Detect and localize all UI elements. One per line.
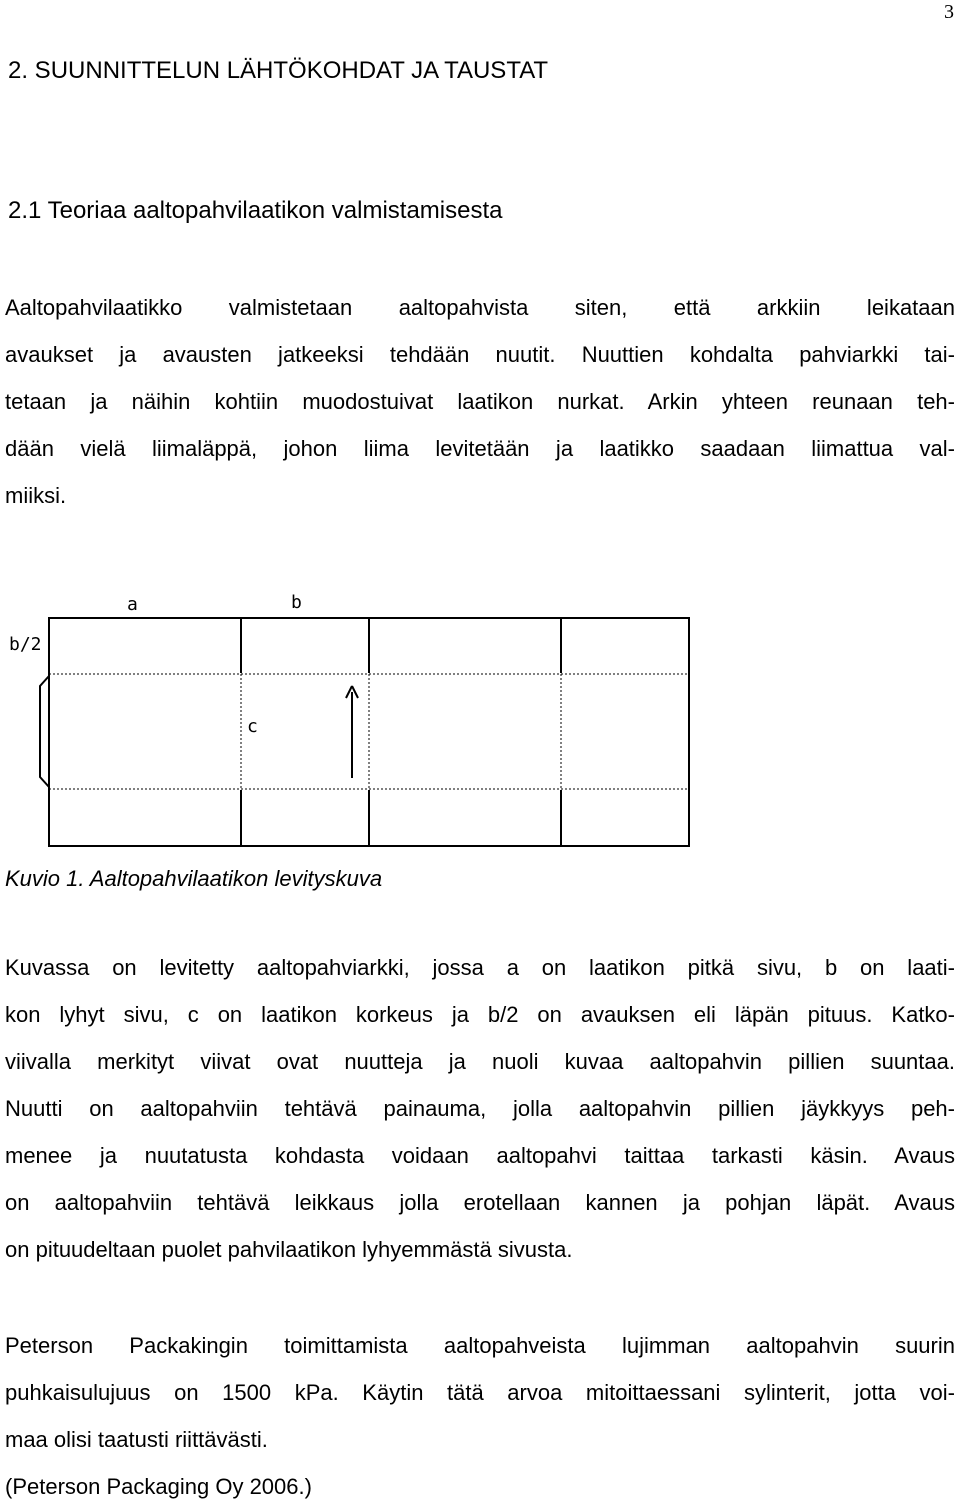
material-paragraph bbox=[5, 1322, 955, 1510]
paragraph-line: on pituudeltaan puolet pahvilaatikon lyhyemmästä sivusta. bbox=[5, 1237, 573, 1262]
label-a: a bbox=[127, 594, 138, 615]
intro-paragraph bbox=[5, 284, 955, 519]
paragraph-line: Aaltopahvilaatikko valmistetaan aaltopahvista siten, että arkkiin leikataan bbox=[5, 295, 955, 320]
flute-direction-arrow bbox=[346, 686, 358, 778]
figure-caption: Kuvio 1. Aaltopahvilaatikon levityskuva bbox=[5, 866, 383, 891]
citation: (Peterson Packaging Oy 2006.) bbox=[5, 1474, 312, 1499]
paragraph-line: menee ja nuutatusta kohdasta voidaan aaltopahvi taittaa tarkasti käsin. Avaus bbox=[5, 1143, 955, 1168]
box-layout-svg bbox=[0, 580, 700, 855]
section-heading: 2. SUUNNITTELUN LÄHTÖKOHDAT JA TAUSTAT bbox=[8, 57, 549, 84]
paragraph-line: maa olisi taatusti riittävästi. bbox=[5, 1427, 268, 1452]
paragraph-line: Nuutti on aaltopahviin tehtävä painauma, jolla aaltopahvin pillien jäykkyys peh- bbox=[5, 1096, 955, 1121]
glue-flap bbox=[40, 676, 49, 787]
paragraph-line: puhkaisulujuus on 1500 kPa. Käytin tätä arvoa mitoittaessani sylinterit, jotta voi- bbox=[5, 1380, 955, 1405]
paragraph-line: Peterson Packakingin toimittamista aaltopahveista lujimman aaltopahvin suurin bbox=[5, 1333, 955, 1358]
paragraph-line: on aaltopahviin tehtävä leikkaus jolla erotellaan kannen ja pohjan läpät. Avaus bbox=[5, 1190, 955, 1215]
box-blank-diagram bbox=[0, 580, 700, 855]
paragraph-line: miiksi. bbox=[5, 483, 67, 508]
paragraph-line: dään vielä liimaläppä, johon liima levitetään ja laatikko saadaan liimattua val- bbox=[5, 436, 955, 461]
label-b: b bbox=[291, 592, 302, 613]
explanation-paragraph bbox=[5, 944, 955, 1273]
paragraph-line: avaukset ja avausten jatkeeksi tehdään nuutit. Nuuttien kohdalta pahviarkki tai- bbox=[5, 342, 955, 367]
paragraph-line: viivalla merkityt viivat ovat nuutteja ja nuoli kuvaa aaltopahvin pillien suuntaa. bbox=[5, 1049, 955, 1074]
label-b-half: b/2 bbox=[9, 634, 42, 655]
paragraph-line: tetaan ja näihin kohtiin muodostuivat laatikon nurkat. Arkin yhteen reunaan teh- bbox=[5, 389, 955, 414]
subsection-heading: 2.1 Teoriaa aaltopahvilaatikon valmistamisesta bbox=[8, 197, 503, 224]
paragraph-line: Kuvassa on levitetty aaltopahviarkki, jossa a on laatikon pitkä sivu, b on laati- bbox=[5, 955, 955, 980]
paragraph-line: kon lyhyt sivu, c on laatikon korkeus ja b/2 on avauksen eli läpän pituus. Katko- bbox=[5, 1002, 955, 1027]
page-number: 3 bbox=[944, 1, 954, 23]
label-c: c bbox=[247, 716, 258, 737]
